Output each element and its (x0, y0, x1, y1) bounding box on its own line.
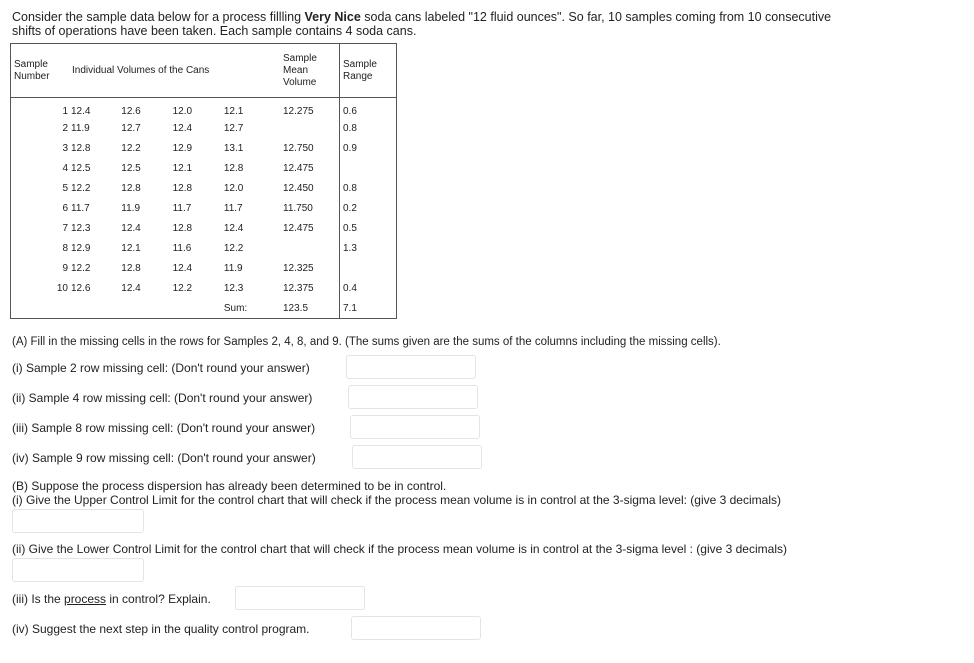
volume-cell: 11.9 (71, 122, 90, 134)
volume-cell: 12.6 (71, 282, 91, 294)
question-a4: (iv) Sample 9 row missing cell: (Don't round your answer) (12, 451, 316, 465)
answer-b4-input[interactable] (351, 616, 481, 640)
mean-cell: 12.750 (283, 142, 314, 154)
header-sample-range: Sample Range (340, 44, 397, 98)
question-a2: (ii) Sample 4 row missing cell: (Don't round your answer) (12, 391, 313, 405)
volume-cell: 12.4 (121, 222, 141, 234)
volume-cell: 11.7 (223, 202, 243, 214)
table-row (11, 238, 397, 258)
sample-number-cell: 8 (62, 242, 68, 254)
range-cell: 0.8 (340, 118, 397, 138)
header-individual-volumes: Individual Volumes of the Cans (69, 44, 280, 98)
volume-cell: 12.7 (121, 122, 141, 134)
answer-b1-input[interactable] (12, 509, 144, 533)
answer-b2-input[interactable] (12, 558, 144, 582)
volume-cell: 12.1 (121, 242, 141, 254)
sample-number-cell: 3 (62, 142, 68, 154)
volume-cell: 12.1 (223, 105, 244, 117)
sample-number-cell: 9 (62, 262, 68, 274)
process-link[interactable]: process (64, 592, 107, 606)
mean-cell (280, 238, 340, 258)
volume-cell: 12.2 (172, 282, 193, 294)
volume-cell: 12.4 (172, 122, 193, 134)
volume-cell: 11.6 (172, 242, 192, 254)
question-a1: (i) Sample 2 row missing cell: (Don't round your answer) (12, 361, 310, 375)
answer-a2-input[interactable] (348, 385, 478, 409)
volume-cell: 12.9 (71, 242, 91, 254)
brand-name: Very Nice (304, 10, 361, 24)
sample-number-cell: 7 (62, 222, 68, 234)
sum-range: 7.1 (340, 298, 397, 319)
range-cell: 0.2 (340, 198, 397, 218)
header-sample-number: Sample Number (11, 44, 70, 98)
range-cell: 1.3 (340, 238, 397, 258)
volume-cell: 12.6 (121, 105, 141, 117)
table-row (11, 198, 397, 218)
sample-number-cell: 2 (62, 122, 68, 134)
volume-cell: 12.8 (223, 162, 244, 174)
volume-cell: 12.5 (71, 162, 91, 174)
mean-cell: 12.450 (283, 182, 314, 194)
sample-number-cell: 1 (62, 105, 68, 117)
mean-cell: 12.475 (283, 162, 314, 174)
volume-cell: 12.7 (223, 122, 244, 134)
intro-text-3: shifts of operations have been taken. Each sample contains 4 soda cans. (12, 24, 417, 38)
volume-cell: 12.8 (172, 222, 193, 234)
range-cell (340, 258, 397, 278)
mean-cell: 12.375 (283, 282, 314, 294)
question-b3: (iii) Is the process in control? Explain. (12, 592, 211, 606)
volume-cell: 11.7 (71, 202, 90, 214)
volume-cell: 11.9 (223, 262, 243, 274)
table-row (11, 118, 397, 138)
answer-a3-input[interactable] (350, 415, 480, 439)
header-sample-mean: Sample Mean Volume (280, 44, 340, 98)
volume-cell: 12.3 (71, 222, 91, 234)
volume-cell: 12.8 (121, 262, 141, 274)
intro-text-2: soda cans labeled "12 fluid ounces". So far, 10 samples coming from 10 consecutive (360, 10, 832, 24)
problem-intro (12, 10, 912, 38)
mean-cell (280, 118, 340, 138)
range-cell: 0.6 (340, 98, 397, 119)
part-b-intro: (B) Suppose the process dispersion has already been determined to be in control. (12, 479, 447, 493)
sample-data-table (10, 43, 397, 319)
sample-number-cell: 4 (62, 162, 68, 174)
table-row (11, 218, 397, 238)
mean-cell: 12.475 (283, 222, 314, 234)
question-b1: (i) Give the Upper Control Limit for the control chart that will check if the process mean volume is in control at the 3-sigma level: (give 3 decimals) (12, 493, 781, 507)
table-row (11, 158, 397, 178)
volume-cell: 12.2 (223, 242, 244, 254)
question-b2: (ii) Give the Lower Control Limit for the control chart that will check if the process mean volume is in control at the 3-sigma level : (give 3 decimals) (12, 542, 787, 556)
sum-mean: 123.5 (283, 302, 309, 314)
answer-a4-input[interactable] (352, 445, 482, 469)
table-body (11, 98, 397, 319)
volume-cell: 12.0 (172, 105, 193, 117)
sum-row (11, 298, 397, 319)
sum-label: Sum: (223, 302, 248, 314)
range-cell: 0.9 (340, 138, 397, 158)
volume-cell: 12.2 (71, 262, 91, 274)
range-cell: 0.4 (340, 278, 397, 298)
volume-cell: 12.4 (172, 262, 193, 274)
table-row (11, 178, 397, 198)
volume-cell: 12.8 (71, 142, 91, 154)
range-cell (340, 158, 397, 178)
volume-cell: 12.2 (71, 182, 91, 194)
table-row (11, 258, 397, 278)
volume-cell: 12.4 (121, 282, 141, 294)
volume-cell: 11.9 (121, 202, 141, 214)
mean-cell: 12.325 (283, 262, 314, 274)
volume-cell: 12.9 (172, 142, 193, 154)
sample-number-cell: 5 (62, 182, 68, 194)
range-cell: 0.5 (340, 218, 397, 238)
volume-cell: 12.3 (223, 282, 244, 294)
table-row (11, 138, 397, 158)
sample-number-cell: 6 (62, 202, 68, 214)
volume-cell: 12.0 (223, 182, 244, 194)
answer-b3-input[interactable] (235, 586, 365, 610)
mean-cell: 12.275 (283, 105, 314, 117)
question-b4: (iv) Suggest the next step in the quality control program. (12, 622, 310, 636)
sample-number-cell: 10 (56, 282, 68, 294)
volume-cell: 12.5 (121, 162, 141, 174)
answer-a1-input[interactable] (346, 355, 476, 379)
volume-cell: 12.8 (172, 182, 193, 194)
table-row (11, 278, 397, 298)
volume-cell: 12.2 (121, 142, 141, 154)
range-cell: 0.8 (340, 178, 397, 198)
question-a3: (iii) Sample 8 row missing cell: (Don't round your answer) (12, 421, 316, 435)
table-row (11, 98, 397, 119)
volume-cell: 12.8 (121, 182, 141, 194)
part-a-intro: (A) Fill in the missing cells in the rows for Samples 2, 4, 8, and 9. (The sums given are the sums of the columns including the missing cells). (12, 336, 721, 348)
volume-cell: 13.1 (223, 142, 244, 154)
mean-cell: 11.750 (283, 202, 313, 214)
volume-cell: 12.1 (172, 162, 193, 174)
intro-text-1: Consider the sample data below for a process fillling (12, 10, 305, 24)
volume-cell: 12.4 (223, 222, 244, 234)
volume-cell: 12.4 (71, 105, 91, 117)
volume-cell: 11.7 (172, 202, 192, 214)
